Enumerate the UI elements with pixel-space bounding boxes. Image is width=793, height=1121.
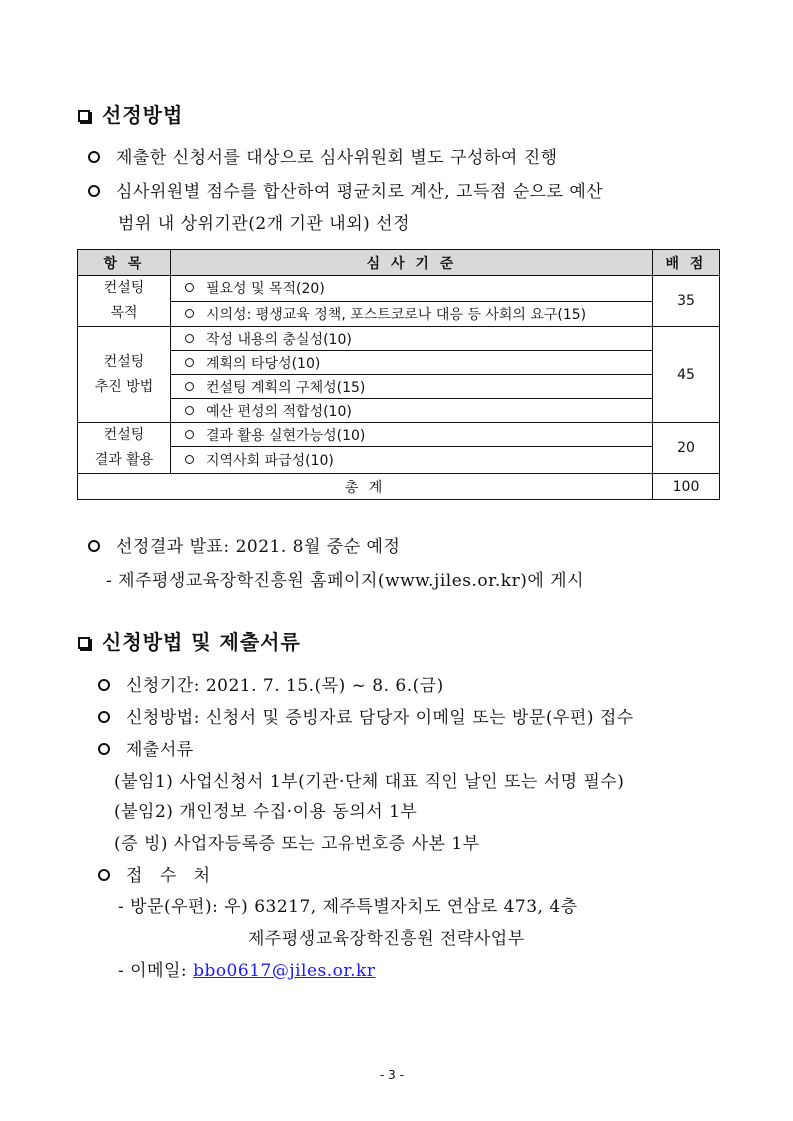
category-cell: 컨설팅 추진 방법 [78,327,171,423]
receipt-email: - 이메일: bbo0617@jiles.or.kr [118,961,376,981]
circle-bullet-icon [88,151,100,163]
circle-bullet-icon [98,869,110,881]
selection-bullet-2: 심사위원별 점수를 합산하여 평균치로 계산, 고득점 순으로 예산 [88,177,603,202]
table-row [78,351,720,375]
table-total-row [78,474,720,500]
criteria-item: 작성 내용의 충실성(10) [171,327,653,351]
score-cell: 20 [653,423,720,474]
table-row [78,375,720,399]
score-cell: 35 [653,276,720,327]
circle-bullet-icon [88,540,100,552]
page-number: - 3 - [380,1068,404,1082]
document-item: (붙임1) 사업신청서 1부(기관·단체 대표 직인 날인 또는 서명 필수) [114,772,625,792]
criteria-item: 시의성: 평생교육 정책, 포스트코로나 대응 등 사회의 요구(15) [171,301,653,327]
criteria-item: 컨설팅 계획의 구체성(15) [171,375,653,399]
table-row [78,301,720,327]
table-row [78,327,720,351]
email-link[interactable]: bbo0617@jiles.or.kr [193,961,376,981]
checkbox-square-icon [78,110,90,122]
receipt-visit-org: 제주평생교육장학진흥원 전략사업부 [248,929,525,949]
application-method: 신청방법: 신청서 및 증빙자료 담당자 이메일 또는 방문(우편) 접수 [98,703,634,728]
circle-bullet-icon [98,711,110,723]
header-score: 배 점 [653,250,720,276]
total-score: 100 [653,474,720,500]
header-criteria: 심 사 기 준 [171,250,653,276]
section-title-selection: 선정방법 [78,99,183,128]
criteria-item: 예산 편성의 적합성(10) [171,399,653,423]
table-row [78,423,720,447]
circle-bullet-icon [98,679,110,691]
selection-bullet-2-continued: 범위 내 상위기관(2개 기관 내외) 선정 [118,214,411,234]
announcement-bullet: 선정결과 발표: 2021. 8월 중순 예정 [88,532,400,557]
header-category: 항 목 [78,250,171,276]
table-row [78,276,720,302]
selection-bullet-1: 제출한 신청서를 대상으로 심사위원회 별도 구성하여 진행 [88,143,558,168]
receipt-visit: - 방문(우편): 우) 63217, 제주특별자치도 연삼로 473, 4층 [118,897,578,917]
criteria-item: 필요성 및 목적(20) [171,276,653,302]
receipt-title: 접 수 처 [98,861,216,886]
section-title-application: 신청방법 및 제출서류 [78,626,301,655]
total-label: 총 계 [78,474,653,500]
criteria-item: 계획의 타당성(10) [171,351,653,375]
score-cell: 45 [653,327,720,423]
circle-bullet-icon [98,743,110,755]
table-row [78,447,720,474]
documents-title: 제출서류 [98,735,194,760]
document-item: (붙임2) 개인정보 수집·이용 동의서 1부 [114,802,418,822]
announcement-sub: - 제주평생교육장학진흥원 홈페이지(www.jiles.or.kr)에 게시 [106,571,585,591]
application-period: 신청기간: 2021. 7. 15.(목) ~ 8. 6.(금) [98,671,444,696]
table-header-row [78,250,720,276]
circle-bullet-icon [88,185,100,197]
category-cell: 컨설팅 목적 [78,276,171,327]
checkbox-square-icon [78,637,90,649]
table-row [78,399,720,423]
evaluation-criteria-table [77,249,720,500]
criteria-item: 결과 활용 실현가능성(10) [171,423,653,447]
criteria-item: 지역사회 파급성(10) [171,447,653,474]
document-item: (증 빙) 사업자등록증 또는 고유번호증 사본 1부 [114,834,480,854]
category-cell: 컨설팅 결과 활용 [78,423,171,474]
